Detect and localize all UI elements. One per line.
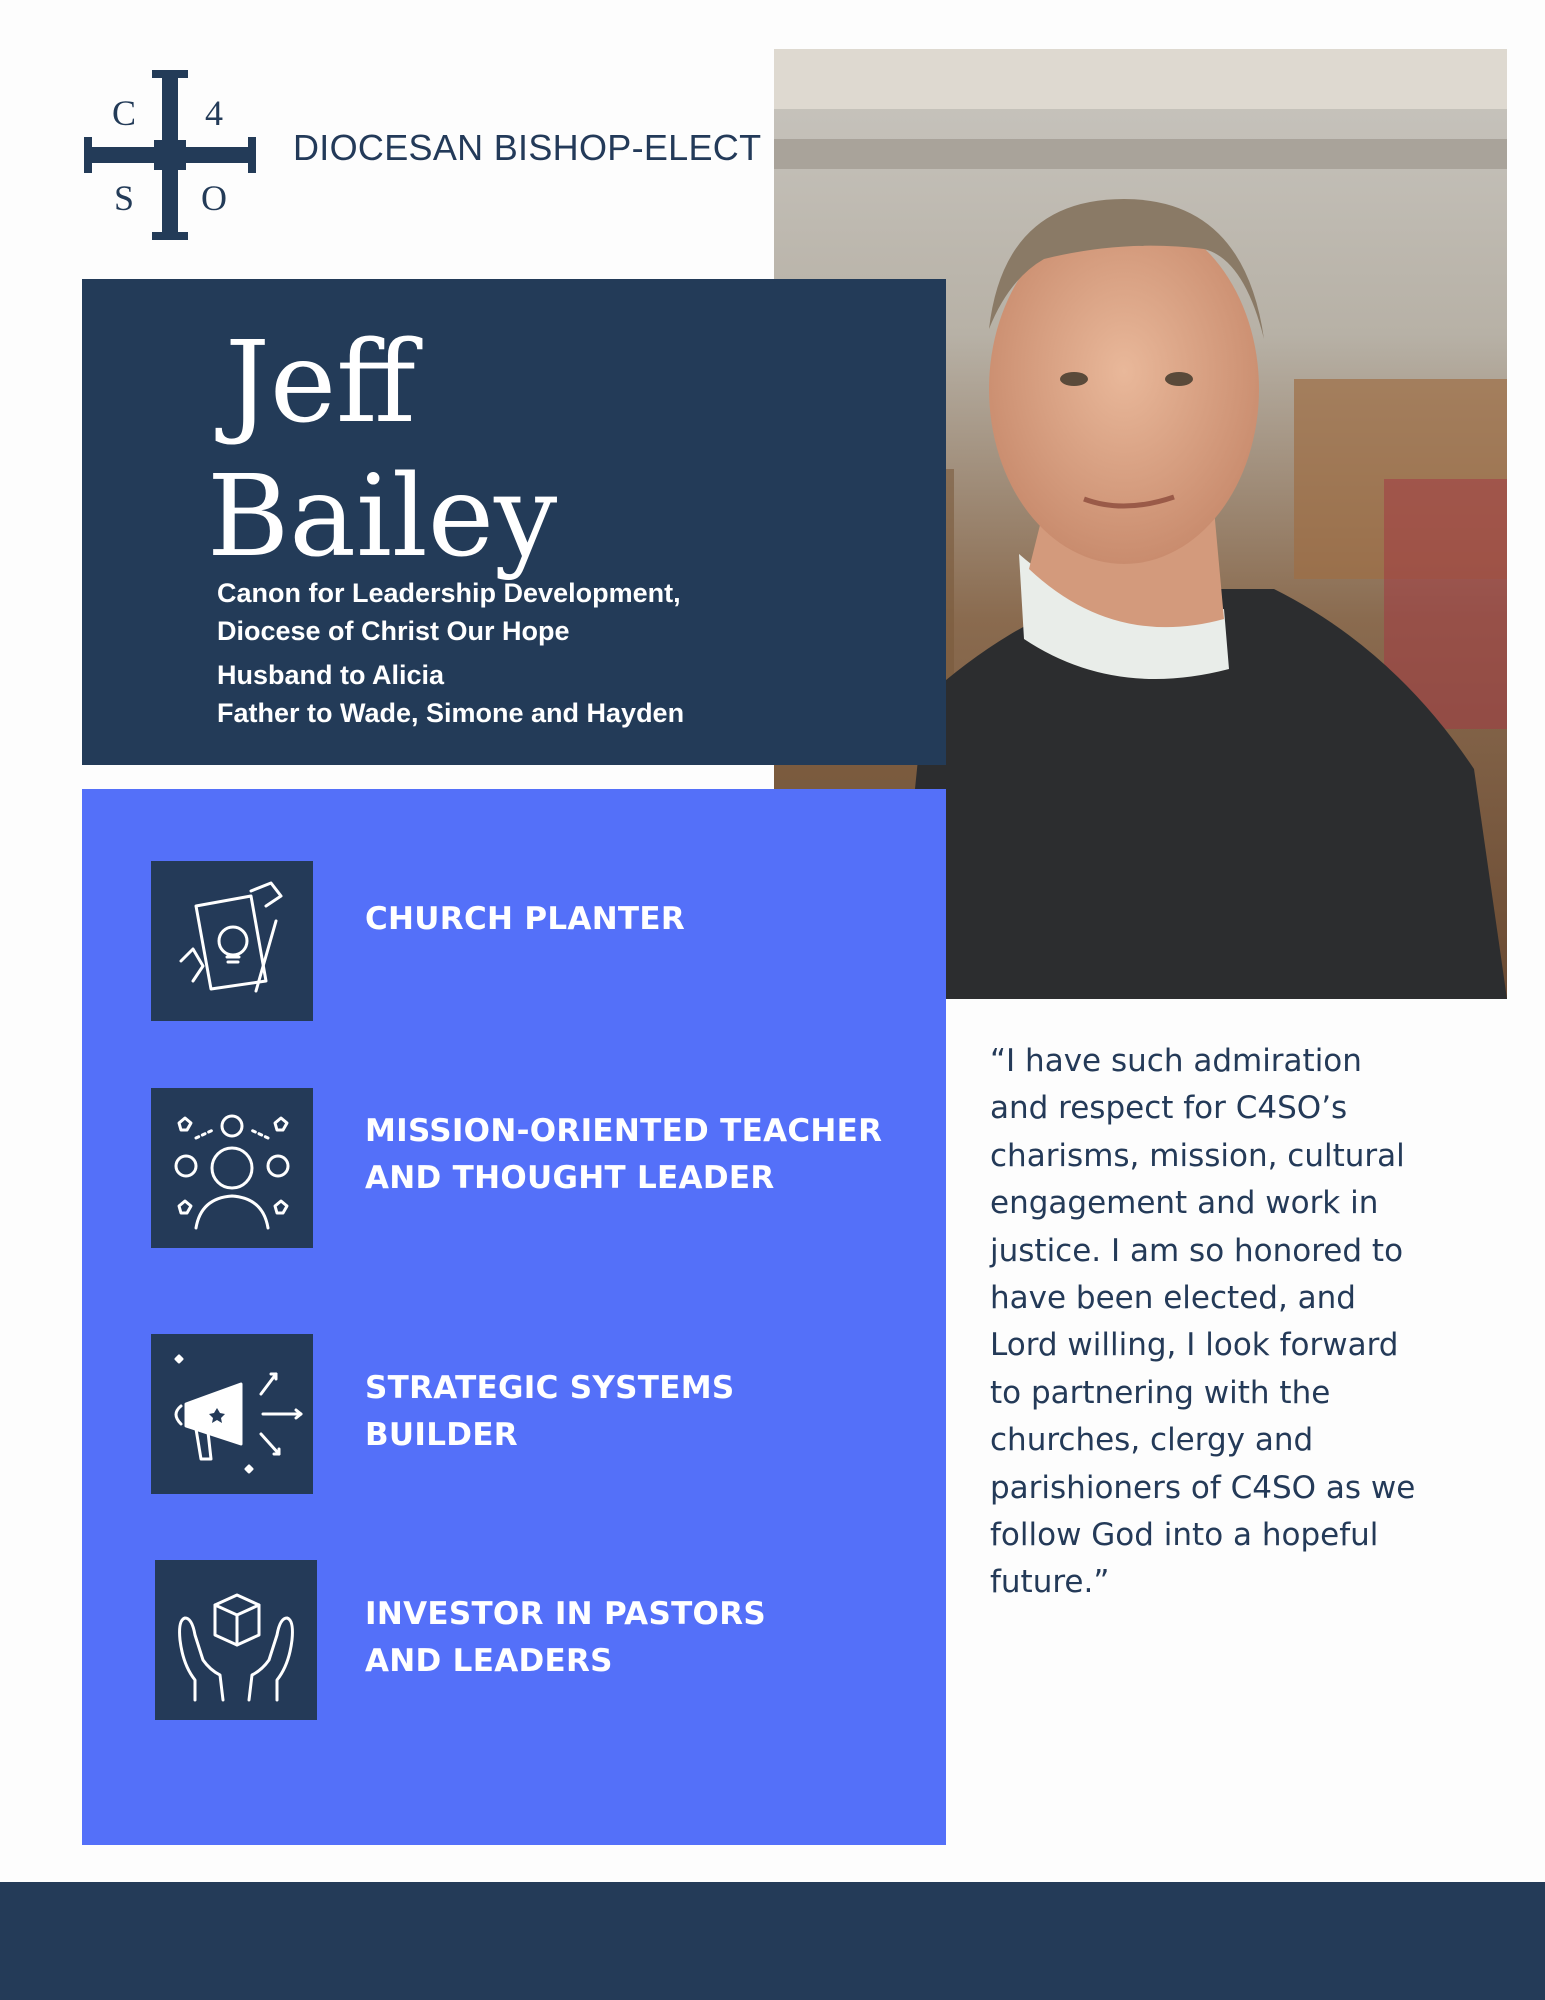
cross-emblem-icon bbox=[84, 70, 256, 240]
skill-mission-teacher: MISSION-ORIENTED TEACHER AND THOUGHT LEADER bbox=[365, 1113, 883, 1196]
first-name: Jeff bbox=[225, 318, 416, 448]
quote-line: charisms, mission, cultural bbox=[990, 1137, 1405, 1174]
quote-line: churches, clergy and bbox=[990, 1422, 1314, 1459]
quote-line: engagement and work in bbox=[990, 1185, 1379, 1222]
quote-line: have been elected, and bbox=[990, 1280, 1356, 1317]
skills-panel bbox=[82, 789, 946, 1845]
bio-line-diocese: Diocese of Christ Our Hope bbox=[217, 616, 570, 646]
skill-investor: INVESTOR IN PASTORS AND LEADERS bbox=[365, 1596, 766, 1679]
logo-letter-o: O bbox=[201, 178, 227, 218]
teacher-gears-icon bbox=[151, 1088, 313, 1248]
quote-line: to partnering with the bbox=[990, 1374, 1331, 1411]
quote-block bbox=[990, 1038, 1500, 1607]
bio-line-role: Canon for Leadership Development, bbox=[217, 578, 681, 608]
logo-letter-4: 4 bbox=[205, 93, 223, 133]
last-name: Bailey bbox=[207, 452, 558, 582]
skill-church-planter: CHURCH PLANTER bbox=[365, 901, 686, 937]
hands-box-icon bbox=[155, 1560, 317, 1720]
idea-hands-icon bbox=[151, 861, 313, 1021]
quote-line: follow God into a hopeful bbox=[990, 1517, 1379, 1554]
quote-line: future.” bbox=[990, 1564, 1110, 1601]
c4so-logo bbox=[84, 70, 256, 240]
name-panel bbox=[82, 279, 946, 765]
logo-letter-s: S bbox=[113, 178, 135, 218]
bio-line-children: Father to Wade, Simone and Hayden bbox=[217, 698, 685, 728]
quote-line: and respect for C4SO’s bbox=[990, 1090, 1348, 1127]
bio-line-spouse: Husband to Alicia bbox=[217, 660, 445, 690]
logo-letter-c: C bbox=[111, 93, 137, 133]
quote-line: Lord willing, I look forward bbox=[990, 1327, 1399, 1364]
quote-line: “I have such admiration bbox=[990, 1043, 1362, 1079]
footer-bar bbox=[0, 1882, 1545, 2000]
header-title: DIOCESAN BISHOP-ELECT bbox=[293, 127, 762, 168]
quote-line: justice. I am so honored to bbox=[990, 1232, 1404, 1269]
skill-systems-builder: STRATEGIC SYSTEMS BUILDER bbox=[365, 1370, 735, 1453]
megaphone-icon bbox=[151, 1334, 313, 1494]
quote-line: parishioners of C4SO as we bbox=[990, 1469, 1416, 1506]
